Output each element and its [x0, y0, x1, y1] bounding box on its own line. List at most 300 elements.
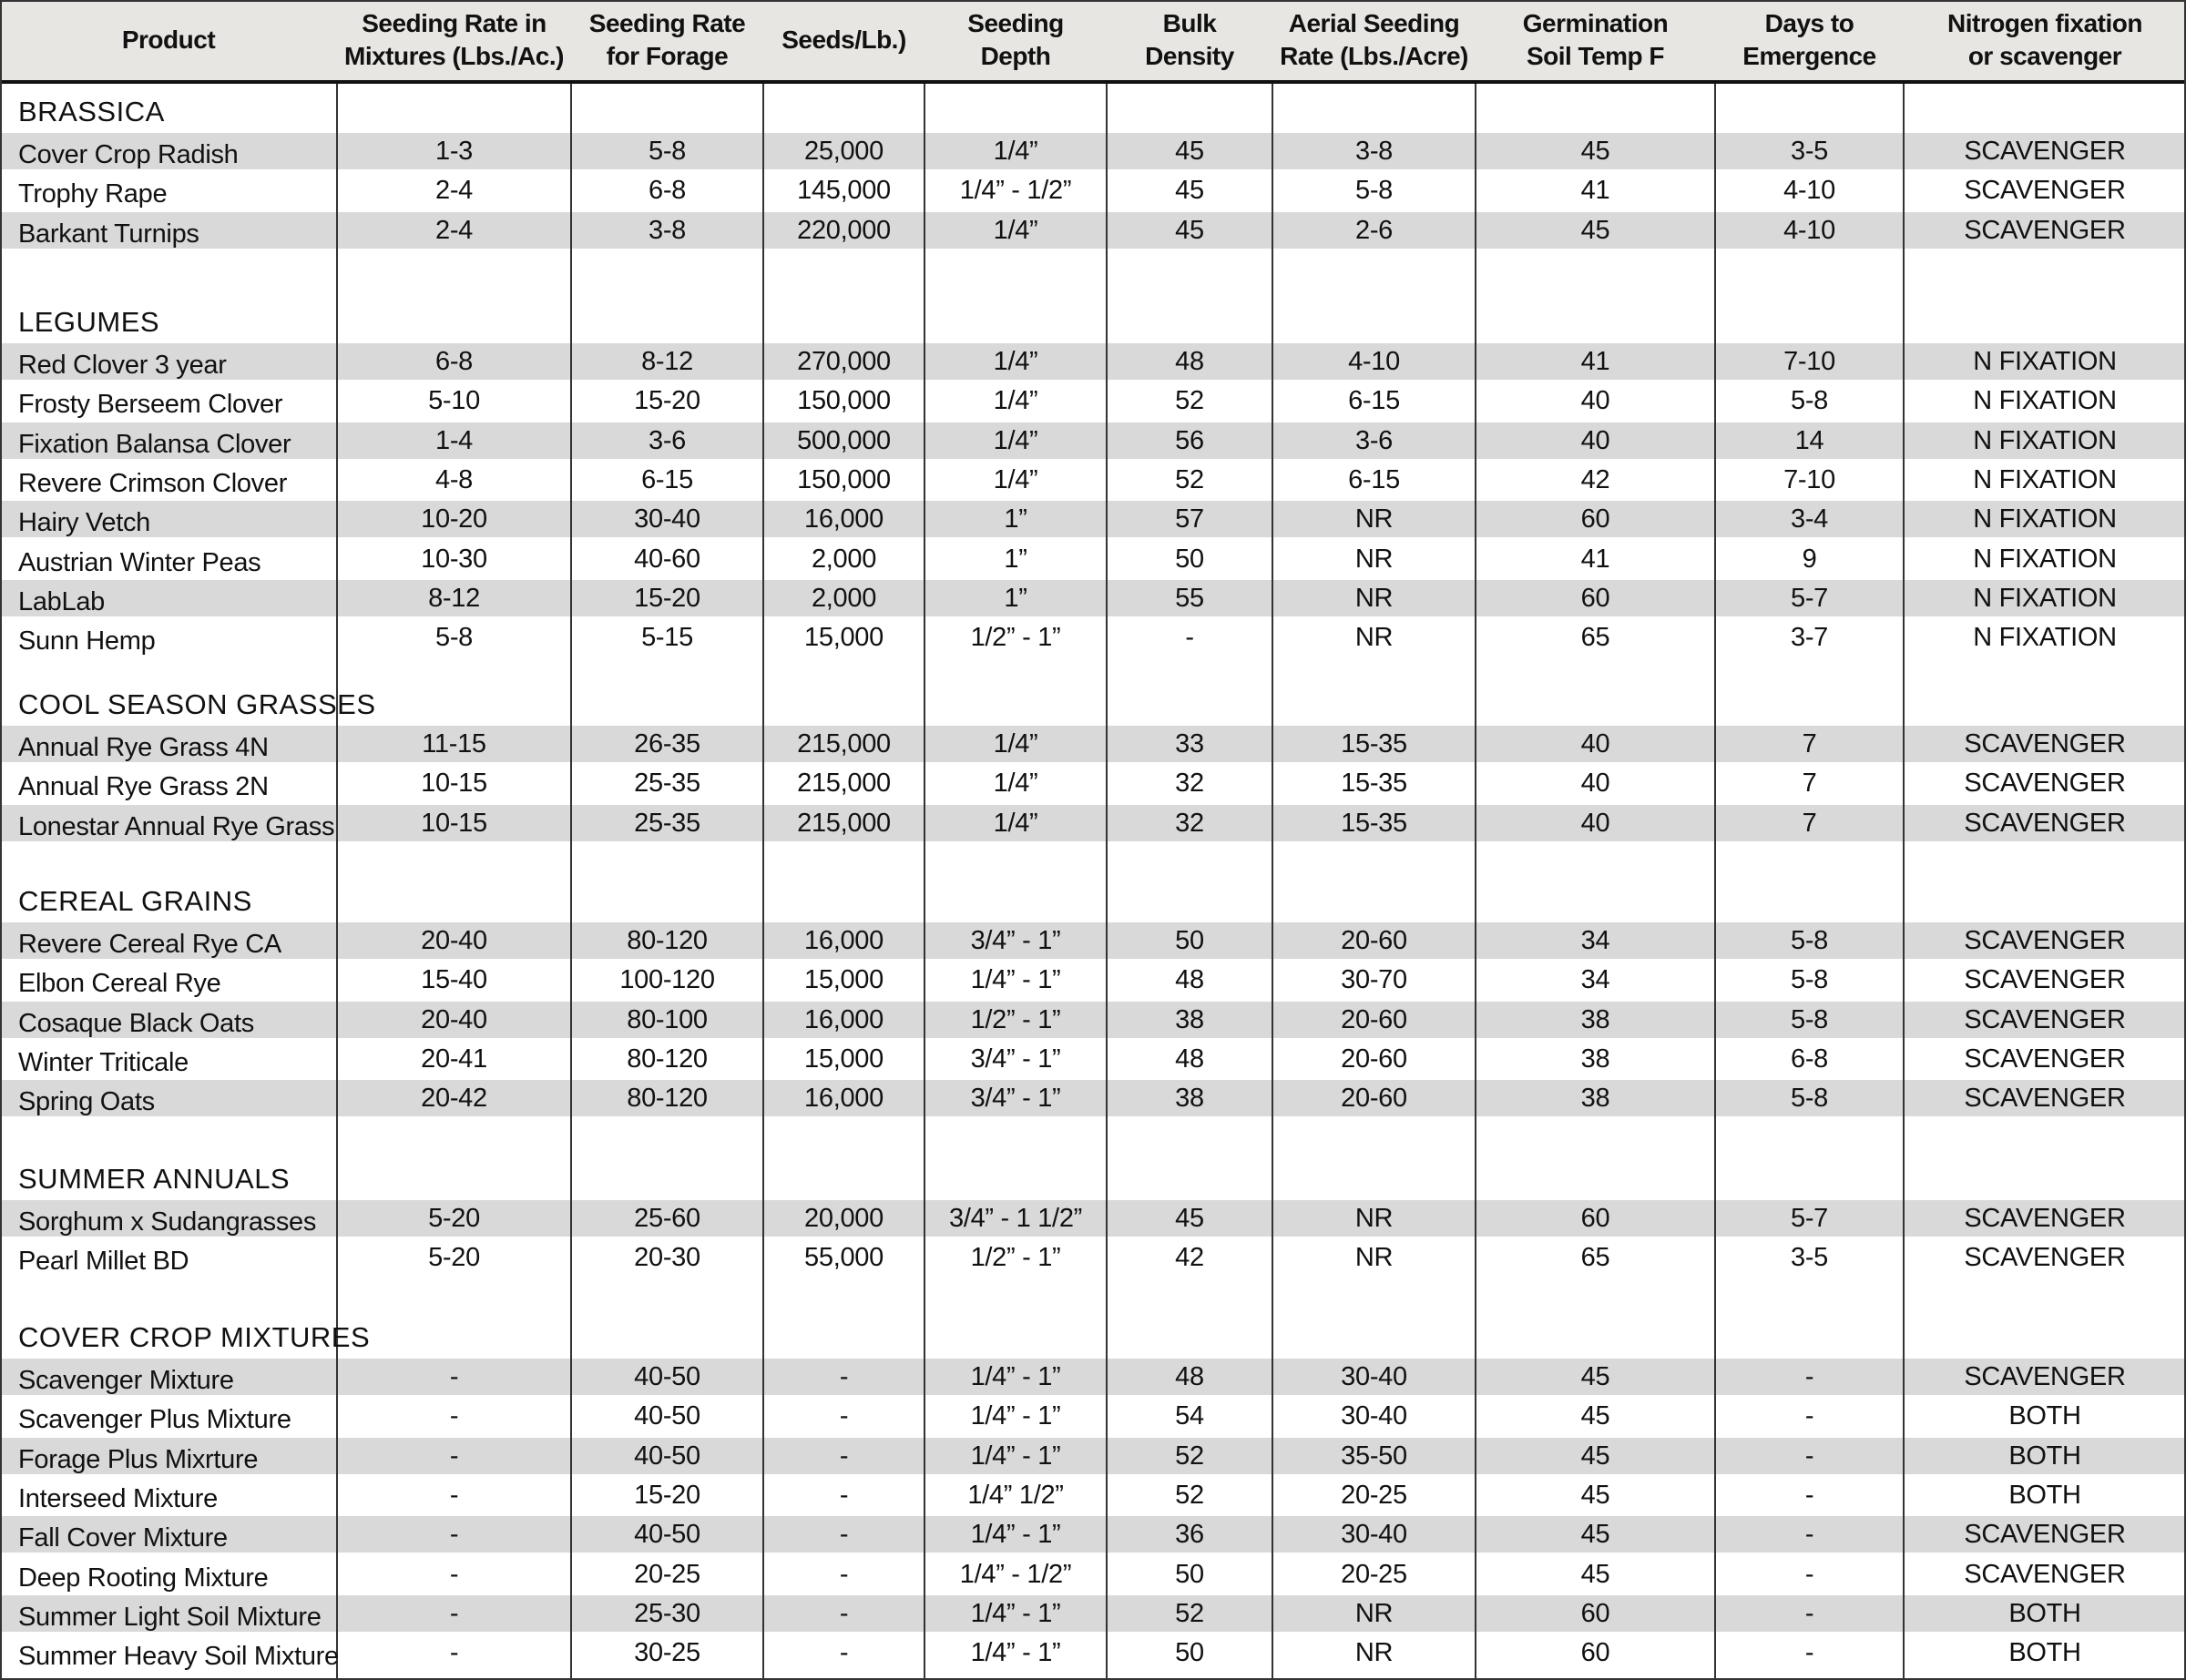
column-header-seeding-depth: Seeding Depth — [967, 9, 1064, 70]
cell-mixture-rate: 4-8 — [434, 465, 473, 494]
cell-product: Austrian Winter Peas — [18, 548, 261, 577]
cell-mixture-rate: 20-40 — [421, 926, 487, 955]
section-title: CEREAL GRAINS — [18, 885, 252, 917]
cell-germination-temp: 60 — [1580, 1599, 1610, 1628]
cell-germination-temp: 45 — [1580, 1520, 1610, 1549]
cell-product: Fall Cover Mixture — [18, 1523, 228, 1553]
section-title: COOL SEASON GRASSES — [18, 688, 376, 720]
cell-bulk-density: 52 — [1175, 1599, 1204, 1628]
cell-seeding-depth: 1/4” - 1” — [970, 1441, 1061, 1471]
cell-bulk-density: - — [1185, 623, 1194, 652]
cell-germination-temp: 34 — [1580, 926, 1610, 955]
cell-germination-temp: 45 — [1580, 1362, 1610, 1391]
cell-mixture-rate: - — [449, 1599, 459, 1628]
cell-germination-temp: 38 — [1580, 1084, 1610, 1113]
table-row — [0, 1239, 2186, 1276]
cell-nitrogen-role: BOTH — [2008, 1441, 2081, 1471]
cell-bulk-density: 36 — [1175, 1520, 1204, 1549]
cell-days-to-emergence: 5-8 — [1790, 926, 1828, 955]
cell-days-to-emergence: 5-8 — [1790, 1005, 1828, 1034]
cell-days-to-emergence: 3-7 — [1790, 623, 1828, 652]
cell-seeds-per-lb: - — [839, 1638, 849, 1667]
cell-aerial-rate: 20-25 — [1341, 1560, 1407, 1589]
cell-forage-rate: 40-50 — [634, 1441, 700, 1471]
cell-forage-rate: 25-35 — [634, 809, 700, 838]
cell-seeds-per-lb: 16,000 — [804, 1005, 884, 1034]
cell-aerial-rate: 30-40 — [1341, 1362, 1407, 1391]
cell-forage-rate: 6-15 — [641, 465, 693, 494]
section-title: LEGUMES — [18, 306, 160, 338]
cell-mixture-rate: 5-10 — [428, 386, 480, 415]
column-header-forage-rate: Seeding Rate for Forage — [588, 9, 746, 70]
cell-seeding-depth: 1/4” - 1” — [970, 1401, 1061, 1431]
table-row — [0, 962, 2186, 998]
cell-forage-rate: 100-120 — [619, 965, 715, 994]
cell-product: Spring Oats — [18, 1087, 155, 1116]
cell-aerial-rate: 15-35 — [1341, 769, 1407, 798]
cell-forage-rate: 80-120 — [627, 1084, 708, 1113]
cell-germination-temp: 45 — [1580, 1441, 1610, 1471]
table-row — [0, 172, 2186, 209]
cell-product: Elbon Cereal Rye — [18, 969, 221, 998]
cell-mixture-rate: - — [449, 1362, 459, 1391]
cell-product: Summer Light Soil Mixture — [18, 1603, 322, 1632]
cell-days-to-emergence: - — [1804, 1520, 1814, 1549]
cell-seeds-per-lb: 16,000 — [804, 1084, 884, 1113]
cell-days-to-emergence: 3-5 — [1790, 1243, 1828, 1272]
cell-bulk-density: 52 — [1175, 386, 1204, 415]
cell-mixture-rate: 1-4 — [434, 426, 473, 455]
cell-nitrogen-role: N FIXATION — [1973, 347, 2117, 376]
cell-mixture-rate: - — [449, 1560, 459, 1589]
cell-mixture-rate: 11-15 — [422, 729, 486, 759]
cell-nitrogen-role: N FIXATION — [1973, 426, 2117, 455]
cell-aerial-rate: NR — [1354, 545, 1394, 574]
cell-seeding-depth: 1/4” - 1” — [970, 1362, 1061, 1391]
cell-forage-rate: 80-100 — [627, 1005, 708, 1034]
cell-aerial-rate: NR — [1354, 1638, 1394, 1667]
cell-germination-temp: 60 — [1580, 1204, 1610, 1233]
cell-nitrogen-role: SCAVENGER — [1964, 729, 2126, 759]
cell-mixture-rate: 6-8 — [434, 347, 473, 376]
cell-seeds-per-lb: - — [839, 1441, 849, 1471]
section-title: BRASSICA — [18, 96, 165, 127]
cell-seeds-per-lb: 215,000 — [797, 729, 891, 759]
table-row — [0, 1634, 2186, 1671]
cell-seeds-per-lb: 15,000 — [804, 1044, 884, 1074]
cell-product: LabLab — [18, 587, 105, 616]
cell-forage-rate: 25-60 — [634, 1204, 700, 1233]
cell-mixture-rate: 10-15 — [421, 809, 487, 838]
cell-seeding-depth: 1/4” — [993, 216, 1038, 245]
table-row — [0, 382, 2186, 419]
cell-seeds-per-lb: 145,000 — [797, 176, 891, 205]
cell-mixture-rate: - — [449, 1638, 459, 1667]
cell-aerial-rate: 2-6 — [1354, 216, 1393, 245]
cell-aerial-rate: NR — [1354, 623, 1394, 652]
cell-bulk-density: 38 — [1175, 1005, 1204, 1034]
cell-bulk-density: 48 — [1175, 347, 1204, 376]
cell-nitrogen-role: SCAVENGER — [1964, 1084, 2126, 1113]
cell-aerial-rate: 30-70 — [1341, 965, 1407, 994]
table-row — [0, 423, 2186, 459]
cell-seeding-depth: 1/4” — [993, 729, 1038, 759]
cell-germination-temp: 41 — [1580, 545, 1610, 574]
cell-aerial-rate: 20-60 — [1341, 1005, 1407, 1034]
cell-bulk-density: 38 — [1175, 1084, 1204, 1113]
cell-product: Interseed Mixture — [18, 1484, 218, 1513]
cell-seeds-per-lb: - — [839, 1481, 849, 1510]
table-row — [0, 580, 2186, 616]
cell-aerial-rate: 6-15 — [1348, 386, 1400, 415]
cell-product: Red Clover 3 year — [18, 351, 227, 380]
table-row — [0, 922, 2186, 959]
cell-mixture-rate: 10-15 — [421, 769, 487, 798]
cell-days-to-emergence: - — [1804, 1638, 1814, 1667]
cell-bulk-density: 48 — [1175, 1044, 1204, 1074]
table-row — [0, 1438, 2186, 1474]
cell-seeding-depth: 1/2” - 1” — [970, 1005, 1061, 1034]
cell-product: Frosty Berseem Clover — [18, 390, 283, 419]
cell-forage-rate: 15-20 — [634, 1481, 700, 1510]
cell-days-to-emergence: - — [1804, 1560, 1814, 1589]
cell-seeding-depth: 1/4” — [993, 347, 1038, 376]
cell-product: Scavenger Plus Mixture — [18, 1405, 291, 1434]
cell-seeds-per-lb: 215,000 — [797, 809, 891, 838]
table-row — [0, 1398, 2186, 1434]
cell-nitrogen-role: BOTH — [2008, 1638, 2081, 1667]
cell-aerial-rate: 3-8 — [1354, 137, 1393, 166]
cell-germination-temp: 60 — [1580, 504, 1610, 534]
table-row — [0, 1556, 2186, 1593]
cell-germination-temp: 45 — [1580, 1401, 1610, 1431]
cell-seeding-depth: 1/4” — [993, 809, 1038, 838]
cell-germination-temp: 45 — [1580, 1481, 1610, 1510]
cell-seeds-per-lb: - — [839, 1362, 849, 1391]
cell-germination-temp: 40 — [1580, 729, 1610, 759]
cell-forage-rate: 40-50 — [634, 1520, 700, 1549]
cell-seeds-per-lb: 55,000 — [804, 1243, 884, 1272]
cell-days-to-emergence: 6-8 — [1790, 1044, 1828, 1074]
cell-forage-rate: 40-50 — [634, 1362, 700, 1391]
cell-bulk-density: 54 — [1175, 1401, 1204, 1431]
cell-days-to-emergence: 5-8 — [1790, 386, 1828, 415]
cell-forage-rate: 15-20 — [634, 386, 700, 415]
cell-days-to-emergence: 5-8 — [1790, 965, 1828, 994]
cell-mixture-rate: 5-20 — [428, 1204, 480, 1233]
cell-aerial-rate: NR — [1354, 1204, 1394, 1233]
cell-aerial-rate: NR — [1354, 504, 1394, 534]
table-row — [0, 619, 2186, 656]
cell-nitrogen-role: SCAVENGER — [1964, 1243, 2126, 1272]
cell-mixture-rate: 10-20 — [421, 504, 487, 534]
cell-seeds-per-lb: - — [839, 1401, 849, 1431]
cell-nitrogen-role: SCAVENGER — [1964, 1005, 2126, 1034]
cell-seeding-depth: 1/4” - 1” — [970, 965, 1061, 994]
cell-nitrogen-role: SCAVENGER — [1964, 137, 2126, 166]
cell-bulk-density: 48 — [1175, 1362, 1204, 1391]
cell-germination-temp: 40 — [1580, 769, 1610, 798]
cell-aerial-rate: 30-40 — [1341, 1401, 1407, 1431]
cell-forage-rate: 20-30 — [634, 1243, 700, 1272]
cell-aerial-rate: 20-60 — [1341, 926, 1407, 955]
cell-nitrogen-role: N FIXATION — [1973, 504, 2117, 534]
cell-aerial-rate: 20-25 — [1341, 1481, 1407, 1510]
cell-forage-rate: 40-50 — [634, 1401, 700, 1431]
cell-forage-rate: 40-60 — [634, 545, 700, 574]
cell-days-to-emergence: - — [1804, 1401, 1814, 1431]
cell-seeds-per-lb: 16,000 — [804, 504, 884, 534]
cell-germination-temp: 45 — [1580, 137, 1610, 166]
cell-product: Forage Plus Mixrture — [18, 1445, 259, 1474]
cell-nitrogen-role: N FIXATION — [1973, 386, 2117, 415]
cell-bulk-density: 50 — [1175, 1638, 1204, 1667]
cell-seeding-depth: 1/4” - 1” — [970, 1520, 1061, 1549]
cell-mixture-rate: 15-40 — [421, 965, 487, 994]
cell-bulk-density: 32 — [1175, 809, 1204, 838]
cell-mixture-rate: - — [449, 1441, 459, 1471]
cell-mixture-rate: 2-4 — [434, 216, 473, 245]
cell-germination-temp: 45 — [1580, 1560, 1610, 1589]
cell-seeds-per-lb: 2,000 — [811, 584, 877, 613]
cell-bulk-density: 45 — [1175, 1204, 1204, 1233]
cell-product: Summer Heavy Soil Mixture — [18, 1642, 339, 1671]
cell-bulk-density: 57 — [1175, 504, 1204, 534]
cell-forage-rate: 3-6 — [648, 426, 686, 455]
cell-bulk-density: 42 — [1175, 1243, 1204, 1272]
cell-seeds-per-lb: 20,000 — [804, 1204, 884, 1233]
cell-aerial-rate: 4-10 — [1348, 347, 1400, 376]
cell-product: Revere Crimson Clover — [18, 469, 288, 498]
cell-nitrogen-role: SCAVENGER — [1964, 926, 2126, 955]
table-row — [0, 1477, 2186, 1513]
cell-product: Annual Rye Grass 2N — [18, 772, 269, 801]
cell-bulk-density: 50 — [1175, 545, 1204, 574]
cell-seeds-per-lb: - — [839, 1599, 849, 1628]
cell-days-to-emergence: 4-10 — [1783, 176, 1835, 205]
cell-seeding-depth: 3/4” - 1” — [970, 1084, 1061, 1113]
cell-mixture-rate: 10-30 — [421, 545, 487, 574]
table-row — [0, 726, 2186, 762]
cell-days-to-emergence: 4-10 — [1783, 216, 1835, 245]
cell-aerial-rate: 5-8 — [1354, 176, 1393, 205]
cell-germination-temp: 40 — [1580, 426, 1610, 455]
cell-forage-rate: 25-35 — [634, 769, 700, 798]
cell-germination-temp: 38 — [1580, 1044, 1610, 1074]
table-row — [0, 1080, 2186, 1116]
cell-mixture-rate: 20-42 — [421, 1084, 487, 1113]
column-header-aerial-rate: Aerial Seeding Rate (Lbs./Acre) — [1280, 9, 1468, 70]
cell-seeds-per-lb: 16,000 — [804, 926, 884, 955]
cell-aerial-rate: 30-40 — [1341, 1520, 1407, 1549]
cell-mixture-rate: 8-12 — [428, 584, 480, 613]
cell-germination-temp: 40 — [1580, 386, 1610, 415]
cell-seeding-depth: 1/4” 1/2” — [967, 1481, 1064, 1510]
cell-aerial-rate: NR — [1354, 1243, 1394, 1272]
cell-bulk-density: 52 — [1175, 1481, 1204, 1510]
cell-mixture-rate: - — [449, 1520, 459, 1549]
cell-seeding-depth: 1/4” — [993, 426, 1038, 455]
cell-seeding-depth: 3/4” - 1” — [970, 926, 1061, 955]
cell-days-to-emergence: 3-4 — [1790, 504, 1828, 534]
cell-product: Cosaque Black Oats — [18, 1009, 254, 1038]
cell-seeding-depth: 1/4” — [993, 137, 1038, 166]
cell-days-to-emergence: 7 — [1802, 769, 1817, 798]
cell-nitrogen-role: SCAVENGER — [1964, 1204, 2126, 1233]
table-row — [0, 133, 2186, 169]
cell-product: Winter Triticale — [18, 1048, 189, 1077]
cell-aerial-rate: 20-60 — [1341, 1044, 1407, 1074]
cell-bulk-density: 45 — [1175, 216, 1204, 245]
cell-product: Barkant Turnips — [18, 219, 199, 249]
cell-bulk-density: 52 — [1175, 1441, 1204, 1471]
cell-seeds-per-lb: 150,000 — [797, 465, 891, 494]
cell-seeds-per-lb: 150,000 — [797, 386, 891, 415]
cell-aerial-rate: NR — [1354, 1599, 1394, 1628]
cell-product: Deep Rooting Mixture — [18, 1563, 269, 1593]
cell-seeding-depth: 1/4” — [993, 769, 1038, 798]
cell-nitrogen-role: SCAVENGER — [1964, 1044, 2126, 1074]
cell-bulk-density: 52 — [1175, 465, 1204, 494]
cell-nitrogen-role: N FIXATION — [1973, 465, 2117, 494]
column-header-days-to-emergence: Days to Emergence — [1742, 9, 1876, 70]
cell-product: Sunn Hemp — [18, 626, 156, 656]
cell-bulk-density: 56 — [1175, 426, 1204, 455]
cell-product: Scavenger Mixture — [18, 1366, 234, 1395]
cell-days-to-emergence: 14 — [1794, 426, 1824, 455]
cell-seeding-depth: 1/2” - 1” — [970, 1243, 1061, 1272]
cell-bulk-density: 45 — [1175, 176, 1204, 205]
cell-aerial-rate: 15-35 — [1341, 809, 1407, 838]
cell-product: Annual Rye Grass 4N — [18, 733, 269, 762]
cell-nitrogen-role: N FIXATION — [1973, 545, 2117, 574]
cell-germination-temp: 41 — [1580, 347, 1610, 376]
cell-aerial-rate: 15-35 — [1341, 729, 1407, 759]
cell-seeding-depth: 3/4” - 1 1/2” — [949, 1204, 1082, 1233]
cell-germination-temp: 40 — [1580, 809, 1610, 838]
cell-aerial-rate: 35-50 — [1341, 1441, 1407, 1471]
cell-seeds-per-lb: 270,000 — [797, 347, 891, 376]
cell-days-to-emergence: 3-5 — [1790, 137, 1828, 166]
cell-seeding-depth: 1/2” - 1” — [970, 623, 1061, 652]
cell-seeds-per-lb: 215,000 — [797, 769, 891, 798]
cell-days-to-emergence: 7-10 — [1783, 465, 1835, 494]
table-row — [0, 1516, 2186, 1553]
cell-seeding-depth: 1” — [1004, 504, 1027, 534]
cell-days-to-emergence: 7 — [1802, 809, 1817, 838]
cell-forage-rate: 30-25 — [634, 1638, 700, 1667]
cell-aerial-rate: 20-60 — [1341, 1084, 1407, 1113]
cell-seeding-depth: 3/4” - 1” — [970, 1044, 1061, 1074]
cell-forage-rate: 20-25 — [634, 1560, 700, 1589]
column-header-product: Product — [121, 25, 216, 54]
cell-mixture-rate: 5-20 — [428, 1243, 480, 1272]
cell-aerial-rate: 6-15 — [1348, 465, 1400, 494]
cell-forage-rate: 25-30 — [634, 1599, 700, 1628]
cell-seeds-per-lb: 2,000 — [811, 545, 877, 574]
cell-nitrogen-role: SCAVENGER — [1964, 769, 2126, 798]
table-row — [0, 501, 2186, 537]
table-row — [0, 343, 2186, 380]
column-header-mixture-rate: Seeding Rate in Mixtures (Lbs./Ac.) — [344, 9, 564, 70]
cell-seeding-depth: 1” — [1004, 584, 1027, 613]
cell-mixture-rate: 20-40 — [421, 1005, 487, 1034]
cell-product: Pearl Millet BD — [18, 1247, 189, 1276]
cell-forage-rate: 3-8 — [648, 216, 686, 245]
cell-nitrogen-role: BOTH — [2008, 1599, 2081, 1628]
cell-days-to-emergence: 5-7 — [1790, 584, 1828, 613]
cell-bulk-density: 33 — [1175, 729, 1204, 759]
table-row — [0, 1002, 2186, 1038]
cell-product: Lonestar Annual Rye Grass — [18, 812, 335, 841]
table-row — [0, 462, 2186, 498]
cell-seeds-per-lb: - — [839, 1520, 849, 1549]
cell-seeding-depth: 1/4” - 1” — [970, 1599, 1061, 1628]
cell-days-to-emergence: 7-10 — [1783, 347, 1835, 376]
cell-seeding-depth: 1/4” — [993, 465, 1038, 494]
column-header-germination-temp: Germination Soil Temp F — [1522, 9, 1669, 70]
cell-forage-rate: 8-12 — [641, 347, 693, 376]
section-title: SUMMER ANNUALS — [18, 1163, 291, 1195]
cell-seeds-per-lb: 15,000 — [804, 623, 884, 652]
cell-nitrogen-role: SCAVENGER — [1964, 216, 2126, 245]
cell-bulk-density: 50 — [1175, 1560, 1204, 1589]
cell-nitrogen-role: SCAVENGER — [1964, 809, 2126, 838]
cell-germination-temp: 65 — [1580, 623, 1610, 652]
cell-product: Revere Cereal Rye CA — [18, 930, 281, 959]
cell-forage-rate: 80-120 — [627, 1044, 708, 1074]
table-row — [0, 212, 2186, 249]
cell-mixture-rate: 2-4 — [434, 176, 473, 205]
table-header — [0, 0, 2186, 84]
cell-nitrogen-role: N FIXATION — [1973, 623, 2117, 652]
cell-days-to-emergence: - — [1804, 1599, 1814, 1628]
cell-nitrogen-role: N FIXATION — [1973, 584, 2117, 613]
cell-bulk-density: 55 — [1175, 584, 1204, 613]
cell-seeding-depth: 1/4” - 1/2” — [959, 1560, 1072, 1589]
table-row — [0, 805, 2186, 841]
cell-forage-rate: 5-15 — [641, 623, 693, 652]
cell-mixture-rate: 1-3 — [434, 137, 473, 166]
cell-forage-rate: 30-40 — [634, 504, 700, 534]
cell-seeds-per-lb: 500,000 — [797, 426, 891, 455]
cell-seeding-depth: 1” — [1004, 545, 1027, 574]
cell-seeds-per-lb: 220,000 — [797, 216, 891, 245]
cell-aerial-rate: NR — [1354, 584, 1394, 613]
cell-germination-temp: 60 — [1580, 584, 1610, 613]
cell-seeds-per-lb: 25,000 — [804, 137, 884, 166]
cell-aerial-rate: 3-6 — [1354, 426, 1393, 455]
cell-seeding-depth: 1/4” — [993, 386, 1038, 415]
cell-germination-temp: 42 — [1580, 465, 1610, 494]
cell-days-to-emergence: - — [1804, 1441, 1814, 1471]
cell-germination-temp: 65 — [1580, 1243, 1610, 1272]
cell-days-to-emergence: 7 — [1802, 729, 1817, 759]
column-header-nitrogen-role: Nitrogen fixation or scavenger — [1947, 9, 2142, 70]
cell-bulk-density: 45 — [1175, 137, 1204, 166]
cell-forage-rate: 26-35 — [634, 729, 700, 759]
cell-bulk-density: 48 — [1175, 965, 1204, 994]
table-row — [0, 1200, 2186, 1237]
cell-product: Sorghum x Sudangrasses — [18, 1207, 317, 1237]
cell-germination-temp: 60 — [1580, 1638, 1610, 1667]
cell-nitrogen-role: SCAVENGER — [1964, 1560, 2126, 1589]
cell-forage-rate: 5-8 — [648, 137, 686, 166]
cell-nitrogen-role: SCAVENGER — [1964, 1362, 2126, 1391]
cell-product: Hairy Vetch — [18, 508, 150, 537]
cell-mixture-rate: - — [449, 1401, 459, 1431]
cell-germination-temp: 45 — [1580, 216, 1610, 245]
